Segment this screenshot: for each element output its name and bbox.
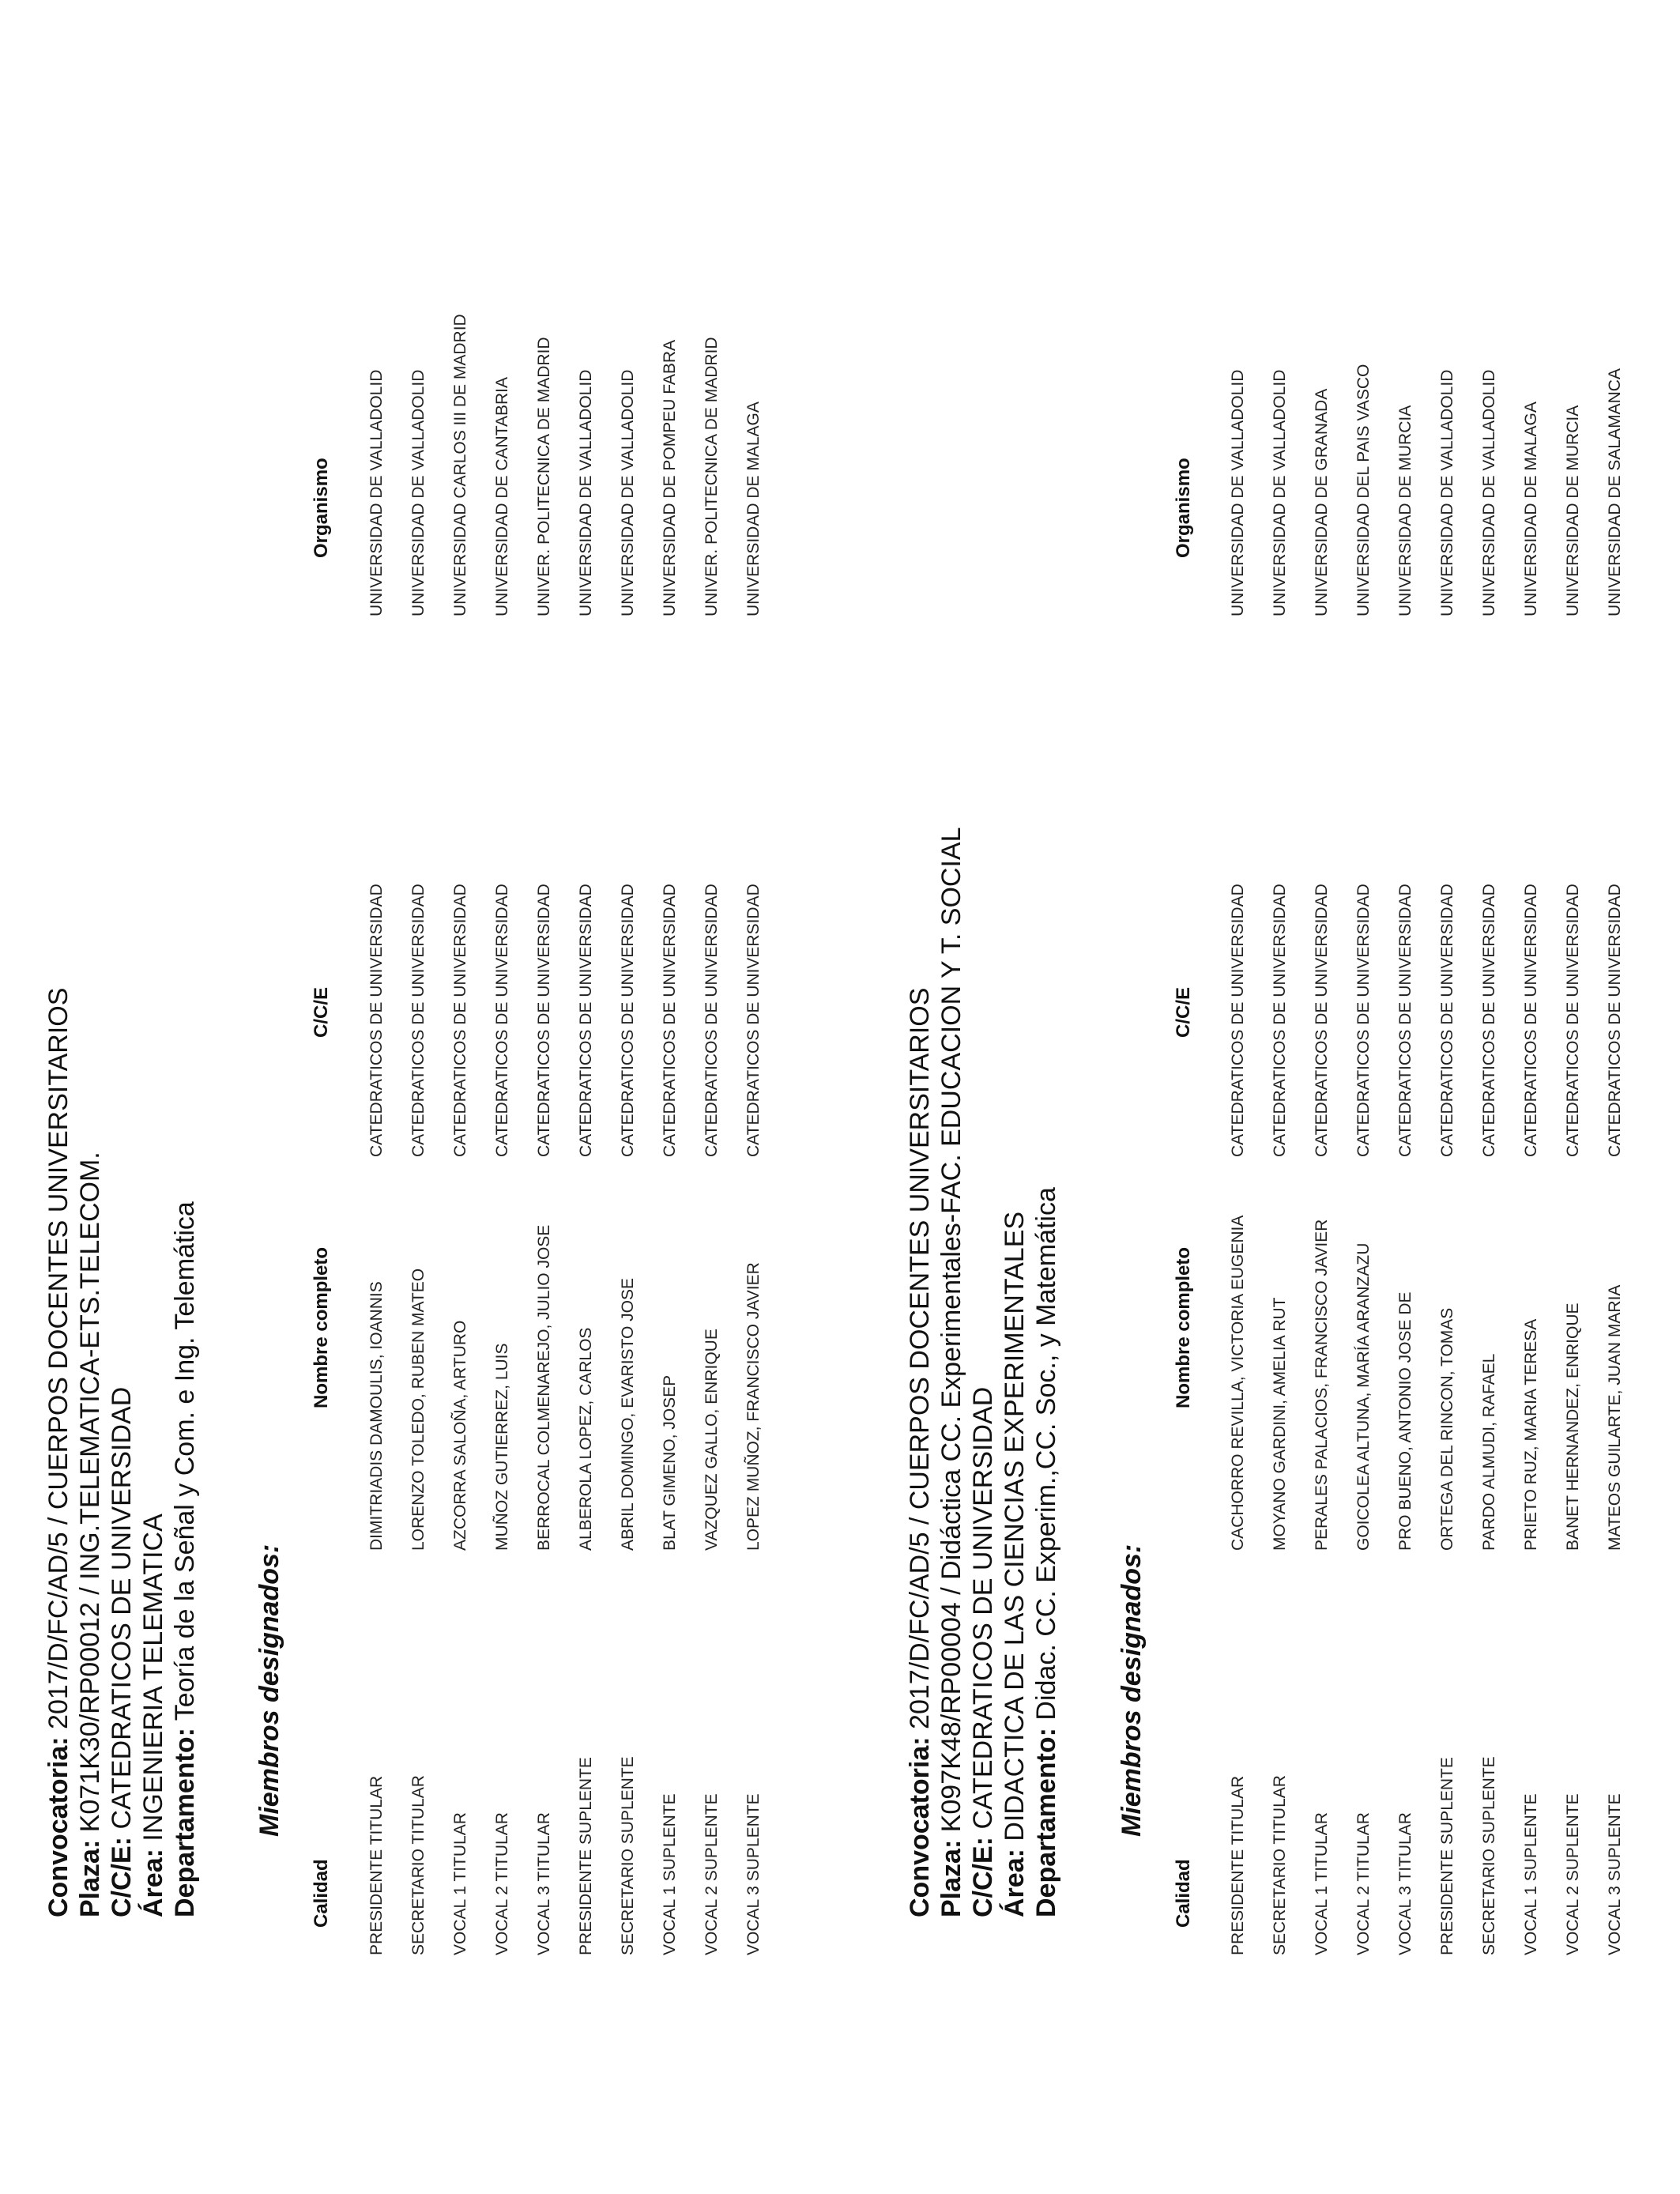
nombre-cell: AZCORRA SALOÑA, ARTURO <box>451 1320 469 1551</box>
calidad-cell: SECRETARIO TITULAR <box>409 1775 428 1955</box>
organismo-cell: UNIVERSIDAD DE VALLADOLID <box>1480 369 1498 616</box>
nombre-cell: PARDO ALMUDI, RAFAEL <box>1480 1353 1498 1551</box>
plaza-line <box>936 827 967 1917</box>
nombre-cell: MUÑOZ GUTIERREZ, LUIS <box>493 1343 511 1551</box>
calidad-cell: VOCAL 3 SUPLENTE <box>1606 1793 1624 1955</box>
area-line <box>999 1212 1030 1917</box>
calidad-cell: SECRETARIO SUPLENTE <box>619 1756 637 1955</box>
convocatoria-value: 2017/D/FC/AD/5 / CUERPOS DOCENTES UNIVERSITARIOS <box>43 987 73 1729</box>
calidad-cell: VOCAL 2 TITULAR <box>493 1812 511 1955</box>
departamento-line <box>169 1201 201 1917</box>
col-calidad-header: Calidad <box>1173 1859 1194 1928</box>
cce-cell: CATEDRATICOS DE UNIVERSIDAD <box>1354 884 1373 1157</box>
cce-cell: CATEDRATICOS DE UNIVERSIDAD <box>577 884 595 1157</box>
calidad-cell: VOCAL 2 SUPLENTE <box>703 1793 721 1955</box>
calidad-cell: SECRETARIO SUPLENTE <box>1480 1756 1498 1955</box>
calidad-cell: VOCAL 2 TITULAR <box>1354 1812 1373 1955</box>
departamento-line <box>1030 1187 1062 1917</box>
area-label: Área: <box>138 1849 168 1917</box>
nombre-cell: BANET HERNANDEZ, ENRIQUE <box>1564 1302 1582 1551</box>
col-organismo-header: Organismo <box>1173 458 1194 558</box>
convocatoria-label: Convocatoria: <box>905 1736 935 1917</box>
organismo-cell: UNIVERSIDAD DE VALLADOLID <box>409 369 428 616</box>
cce-value: CATEDRATICOS DE UNIVERSIDAD <box>107 1386 137 1830</box>
area-label: Área: <box>1000 1849 1030 1917</box>
organismo-cell: UNIVERSIDAD CARLOS III DE MADRID <box>451 314 469 616</box>
organismo-cell: UNIVERSIDAD DE VALLADOLID <box>1229 369 1247 616</box>
nombre-cell: MATEOS GUILARTE, JUAN MARIA <box>1606 1284 1624 1551</box>
calidad-cell: VOCAL 1 SUPLENTE <box>661 1793 679 1955</box>
convocatoria-value: 2017/D/FC/AD/5 / CUERPOS DOCENTES UNIVERSITARIOS <box>905 987 935 1729</box>
departamento-value: Didac. CC. Experim.,CC. Soc., y Matemática <box>1031 1187 1061 1721</box>
organismo-cell: UNIVERSIDAD DE VALLADOLID <box>1438 369 1456 616</box>
cce-cell: CATEDRATICOS DE UNIVERSIDAD <box>451 884 469 1157</box>
organismo-cell: UNIVER. POLITECNICA DE MADRID <box>703 337 721 616</box>
departamento-label: Departamento: <box>170 1728 200 1917</box>
cce-cell: CATEDRATICOS DE UNIVERSIDAD <box>703 884 721 1157</box>
nombre-cell: LOPEZ MUÑOZ, FRANCISCO JAVIER <box>744 1262 763 1551</box>
nombre-cell: CACHORRO REVILLA, VICTORIA EUGENIA <box>1229 1215 1247 1551</box>
cce-cell: CATEDRATICOS DE UNIVERSIDAD <box>1480 884 1498 1157</box>
area-line <box>137 1514 169 1917</box>
calidad-cell: VOCAL 1 SUPLENTE <box>1522 1793 1540 1955</box>
calidad-cell: VOCAL 3 SUPLENTE <box>744 1793 763 1955</box>
organismo-cell: UNIVERSIDAD DE POMPEU FABRA <box>661 339 679 616</box>
nombre-cell: ORTEGA DEL RINCON, TOMAS <box>1438 1307 1456 1551</box>
convocatoria-line <box>904 988 936 1917</box>
nombre-cell: PERALES PALACIOS, FRANCISCO JAVIER <box>1313 1219 1331 1551</box>
col-cce-header: C/C/E <box>1173 986 1194 1038</box>
cce-cell: CATEDRATICOS DE UNIVERSIDAD <box>1438 884 1456 1157</box>
calidad-cell: PRESIDENTE SUPLENTE <box>577 1757 595 1955</box>
area-value: INGENIERIA TELEMATICA <box>138 1514 168 1842</box>
organismo-cell: UNIVERSIDAD DE VALLADOLID <box>619 369 637 616</box>
cce-cell: CATEDRATICOS DE UNIVERSIDAD <box>493 884 511 1157</box>
nombre-cell: GOICOLEA ALTUNA, MARÍA ARANZAZU <box>1354 1242 1373 1551</box>
cce-cell: CATEDRATICOS DE UNIVERSIDAD <box>1522 884 1540 1157</box>
calidad-cell: PRESIDENTE TITULAR <box>367 1775 386 1955</box>
cce-label: C/C/E: <box>107 1837 137 1917</box>
departamento-value: Teoría de la Señal y Com. e Ing. Telemática <box>170 1201 200 1721</box>
organismo-cell: UNIVERSIDAD DE VALLADOLID <box>577 369 595 616</box>
area-value: DIDACTICA DE LAS CIENCIAS EXPERIMENTALES <box>1000 1211 1030 1842</box>
calidad-cell: PRESIDENTE SUPLENTE <box>1438 1757 1456 1955</box>
cce-line <box>967 1387 999 1917</box>
nombre-cell: ALBEROLA LOPEZ, CARLOS <box>577 1327 595 1551</box>
cce-cell: CATEDRATICOS DE UNIVERSIDAD <box>1606 884 1624 1157</box>
cce-cell: CATEDRATICOS DE UNIVERSIDAD <box>1564 884 1582 1157</box>
cce-label: C/C/E: <box>968 1837 998 1917</box>
nombre-cell: PRIETO RUZ, MARIA TERESA <box>1522 1318 1540 1551</box>
organismo-cell: UNIVERSIDAD DE GRANADA <box>1313 388 1331 616</box>
departamento-label: Departamento: <box>1031 1728 1061 1917</box>
plaza-line <box>74 1152 106 1917</box>
members-title: Miembros designados: <box>254 1544 284 1837</box>
col-organismo-header: Organismo <box>311 458 332 558</box>
plaza-value: K071K30/RP00012 / ING.TELEMATICA-ETS.TELECOM. <box>75 1152 105 1833</box>
cce-cell: CATEDRATICOS DE UNIVERSIDAD <box>661 884 679 1157</box>
cce-cell: CATEDRATICOS DE UNIVERSIDAD <box>1313 884 1331 1157</box>
cce-cell: CATEDRATICOS DE UNIVERSIDAD <box>409 884 428 1157</box>
nombre-cell: PRO BUENO, ANTONIO JOSE DE <box>1396 1291 1414 1551</box>
members-title: Miembros designados: <box>1117 1544 1147 1837</box>
calidad-cell: VOCAL 3 TITULAR <box>535 1812 553 1955</box>
cce-cell: CATEDRATICOS DE UNIVERSIDAD <box>619 884 637 1157</box>
cce-cell: CATEDRATICOS DE UNIVERSIDAD <box>1271 884 1289 1157</box>
organismo-cell: UNIVERSIDAD DE MURCIA <box>1564 405 1582 616</box>
organismo-cell: UNIVERSIDAD DE MALAGA <box>1522 401 1540 616</box>
col-nombre-header: Nombre completo <box>1173 1246 1194 1408</box>
nombre-cell: BERROCAL COLMENAREJO, JULIO JOSE <box>535 1224 553 1551</box>
plaza-label: Plaza: <box>75 1839 105 1917</box>
convocatoria-label: Convocatoria: <box>43 1736 73 1917</box>
organismo-cell: UNIVERSIDAD DE VALLADOLID <box>367 369 386 616</box>
col-cce-header: C/C/E <box>311 986 332 1038</box>
col-calidad-header: Calidad <box>311 1859 332 1928</box>
cce-cell: CATEDRATICOS DE UNIVERSIDAD <box>1229 884 1247 1157</box>
calidad-cell: VOCAL 1 TITULAR <box>451 1812 469 1955</box>
nombre-cell: ABRIL DOMINGO, EVARISTO JOSE <box>619 1277 637 1551</box>
organismo-cell: UNIVERSIDAD DE CANTABRIA <box>493 377 511 616</box>
nombre-cell: BLAT GIMENO, JOSEP <box>661 1374 679 1551</box>
organismo-cell: UNIVERSIDAD DEL PAIS VASCO <box>1354 364 1373 616</box>
plaza-label: Plaza: <box>936 1839 966 1917</box>
cce-value: CATEDRATICOS DE UNIVERSIDAD <box>968 1386 998 1830</box>
organismo-cell: UNIVERSIDAD DE VALLADOLID <box>1271 369 1289 616</box>
calidad-cell: PRESIDENTE TITULAR <box>1229 1775 1247 1955</box>
calidad-cell: VOCAL 1 TITULAR <box>1313 1812 1331 1955</box>
organismo-cell: UNIVERSIDAD DE MALAGA <box>744 401 763 616</box>
organismo-cell: UNIVERSIDAD DE SALAMANCA <box>1606 368 1624 616</box>
calidad-cell: VOCAL 2 SUPLENTE <box>1564 1793 1582 1955</box>
calidad-cell: VOCAL 3 TITULAR <box>1396 1812 1414 1955</box>
organismo-cell: UNIVERSIDAD DE MURCIA <box>1396 405 1414 616</box>
col-nombre-header: Nombre completo <box>311 1246 332 1408</box>
cce-cell: CATEDRATICOS DE UNIVERSIDAD <box>535 884 553 1157</box>
cce-line <box>106 1387 137 1917</box>
nombre-cell: MOYANO GARDINI, AMELIA RUT <box>1271 1297 1289 1551</box>
convocatoria-line <box>43 988 74 1917</box>
plaza-value: K097K48/RP00004 / Didáctica CC. Experimentales-FAC. EDUCACION Y T. SOCIAL <box>936 827 966 1833</box>
cce-cell: CATEDRATICOS DE UNIVERSIDAD <box>744 884 763 1157</box>
nombre-cell: VAZQUEZ GALLO, ENRIQUE <box>703 1329 721 1551</box>
nombre-cell: LORENZO TOLEDO, RUBEN MATEO <box>409 1268 428 1551</box>
cce-cell: CATEDRATICOS DE UNIVERSIDAD <box>367 884 386 1157</box>
calidad-cell: SECRETARIO TITULAR <box>1271 1775 1289 1955</box>
cce-cell: CATEDRATICOS DE UNIVERSIDAD <box>1396 884 1414 1157</box>
nombre-cell: DIMITRIADIS DAMOULIS, IOANNIS <box>367 1281 386 1551</box>
organismo-cell: UNIVER. POLITECNICA DE MADRID <box>535 337 553 616</box>
